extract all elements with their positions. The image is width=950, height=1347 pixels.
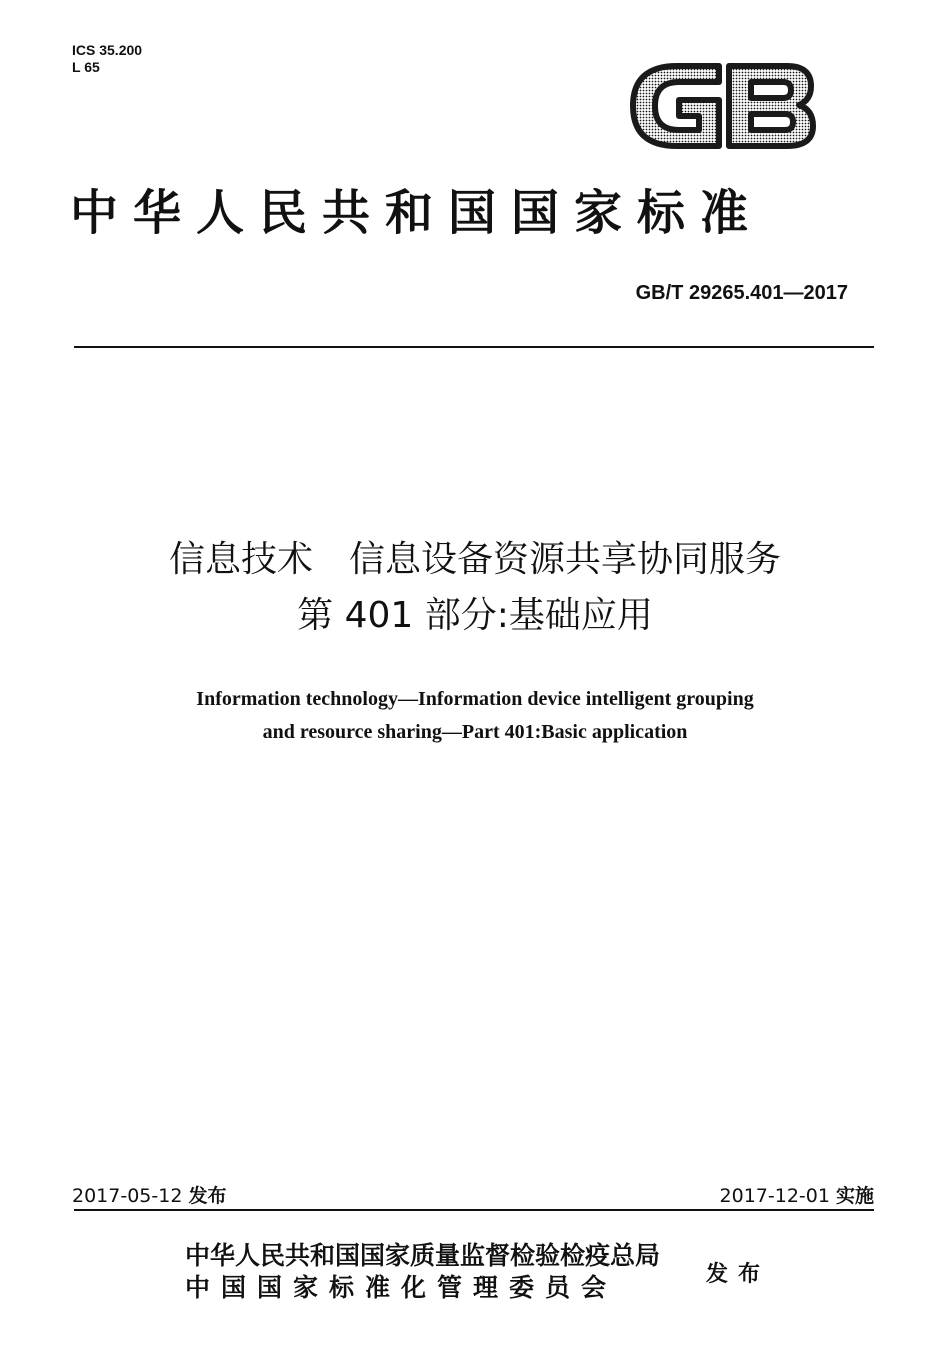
issue-label: 发布 [188, 1185, 227, 1207]
ccs-code: L 65 [72, 59, 100, 75]
issuer-line-2: 中国国家标准化管理委员会 [185, 1273, 618, 1302]
document-title-zh-line2: 第 401 部分:基础应用 [297, 595, 653, 636]
ics-code: ICS 35.200 [72, 42, 143, 58]
issue-date-block [72, 1181, 226, 1208]
document-title-en [0, 683, 950, 749]
implementation-date-block [720, 1181, 874, 1208]
standard-number: GB/T 29265.401—2017 [635, 282, 848, 304]
bottom-divider [74, 1209, 874, 1211]
document-title-en-line2: and resource sharing—Part 401:Basic application [262, 721, 688, 743]
national-standard-title: 中华人民共和国国家标准 [70, 185, 764, 241]
classification-block [72, 42, 142, 76]
implementation-date: 2017-12-01 [719, 1185, 830, 1207]
document-title-zh-line1: 信息技术 信息设备资源共享协同服务 [168, 539, 781, 580]
document-title-en-line1: Information technology—Information device intelligent grouping [196, 688, 754, 710]
issue-date: 2017-05-12 [72, 1185, 183, 1207]
document-title-zh [0, 532, 950, 644]
gb-logo-icon [627, 56, 817, 156]
issuer-line-1: 中华人民共和国国家质量监督检验检疫总局 [185, 1241, 661, 1270]
top-divider [74, 346, 874, 348]
implementation-label: 实施 [835, 1185, 874, 1207]
publish-label: 发布 [706, 1261, 771, 1287]
